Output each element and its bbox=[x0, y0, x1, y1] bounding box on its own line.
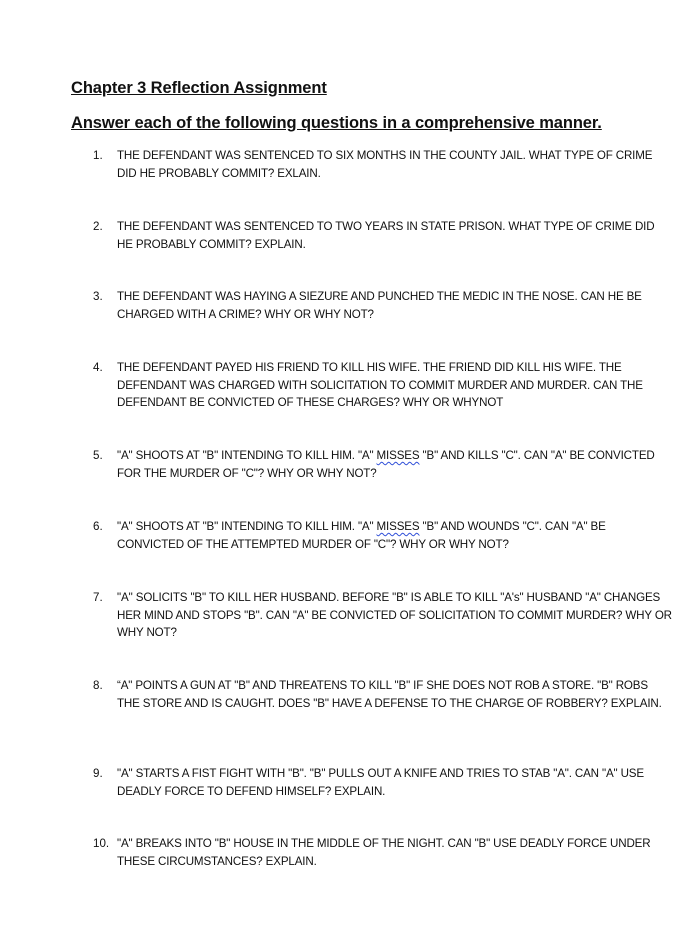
spellcheck-flagged-word[interactable]: MISSES bbox=[376, 449, 420, 462]
question-number: 7. bbox=[93, 591, 103, 604]
question-number: 2. bbox=[93, 220, 103, 233]
question-item bbox=[93, 447, 673, 482]
question-text: "A" STARTS A FIST FIGHT WITH "B". "B" PULLS OUT A KNIFE AND TRIES TO STAB "A". CAN "A" USE DEADLY FORCE TO DEFEND HIMSELF? EXPLAIN. bbox=[117, 767, 644, 798]
question-text-part: "B" AND KILLS "C". CAN "A" BE CONVICTED FOR THE MURDER OF "C"? WHY OR WHY NOT? bbox=[117, 449, 655, 480]
question-text-part: "B" AND WOUNDS "C". CAN "A" BE CONVICTED OF THE ATTEMPTED MURDER OF "C"? WHY OR WHY NOT? bbox=[117, 520, 606, 551]
question-text: "A'' SOLICITS "B" TO KILL HER HUSBAND. BEFORE "B" IS ABLE TO KILL "A's" HUSBAND "A" CHANGES HER MIND AND STOPS "B". CAN "A" BE CONVICTED OF SOLICITATION TO COMMIT MURDER? WHY OR WHY NOT? bbox=[117, 591, 672, 639]
question-item bbox=[93, 835, 673, 870]
question-text: "A" BREAKS INTO "B" HOUSE IN THE MIDDLE OF THE NIGHT. CAN "B" USE DEADLY FORCE UNDER THESE CIRCUMSTANCES? EXPLAIN. bbox=[117, 837, 651, 868]
question-item bbox=[93, 218, 673, 253]
question-text-part: "A" SHOOTS AT "B" INTENDING TO KILL HIM. "A" bbox=[117, 449, 377, 462]
question-number: 3. bbox=[93, 290, 103, 303]
question-text bbox=[117, 518, 673, 553]
question-item bbox=[93, 147, 673, 182]
question-text: THE DEFENDANT WAS SENTENCED TO SIX MONTHS IN THE COUNTY JAIL. WHAT TYPE OF CRIME DID HE PROBABLY COMMIT? EXLAIN. bbox=[117, 149, 653, 180]
question-text: THE DEFENDANT WAS SENTENCED TO TWO YEARS IN STATE PRISON. WHAT TYPE OF CRIME DID HE PROBABLY COMMIT? EXPLAIN. bbox=[117, 220, 655, 251]
question-item bbox=[93, 359, 673, 412]
question-number: 8. bbox=[93, 679, 103, 692]
spellcheck-flagged-word[interactable]: MISSES bbox=[376, 520, 420, 533]
question-item bbox=[93, 518, 673, 553]
question-number: 6. bbox=[93, 520, 103, 533]
question-number: 4. bbox=[93, 361, 103, 374]
question-number: 1. bbox=[93, 149, 103, 162]
question-item bbox=[93, 677, 673, 712]
question-text bbox=[117, 447, 673, 482]
question-text: THE DEFENDANT WAS HAYING A SIEZURE AND PUNCHED THE MEDIC IN THE NOSE. CAN HE BE CHARGED WITH A CRIME? WHY OR WHY NOT? bbox=[117, 290, 642, 321]
instructions-heading: Answer each of the following questions in a comprehensive manner. bbox=[71, 114, 602, 132]
question-text: THE DEFENDANT PAYED HIS FRIEND TO KILL HIS WIFE. THE FRIEND DID KILL HIS WIFE. THE DEFENDANT WAS CHARGED WITH SOLICITATION TO COMMIT MURDER AND MURDER. CAN THE DEFENDANT BE CONVICTED OF THESE CHARGES? WHY OR WHYNOT bbox=[117, 361, 643, 409]
question-number: 9. bbox=[93, 767, 103, 780]
question-number: 5. bbox=[93, 449, 103, 462]
question-number: 10. bbox=[93, 837, 110, 850]
question-item bbox=[93, 589, 673, 642]
question-item bbox=[93, 765, 673, 800]
page-title: Chapter 3 Reflection Assignment bbox=[71, 79, 327, 97]
question-text-part: "A" SHOOTS AT "B" INTENDING TO KILL HIM. "A" bbox=[117, 520, 377, 533]
question-text: “A" POINTS A GUN AT "B" AND THREATENS TO KILL "B" IF SHE DOES NOT ROB A STORE. "B" ROBS THE STORE AND IS CAUGHT. DOES "B" HAVE A DEFENSE TO THE CHARGE OF ROBBERY? EXPLAIN. bbox=[117, 679, 662, 710]
question-item bbox=[93, 288, 673, 323]
